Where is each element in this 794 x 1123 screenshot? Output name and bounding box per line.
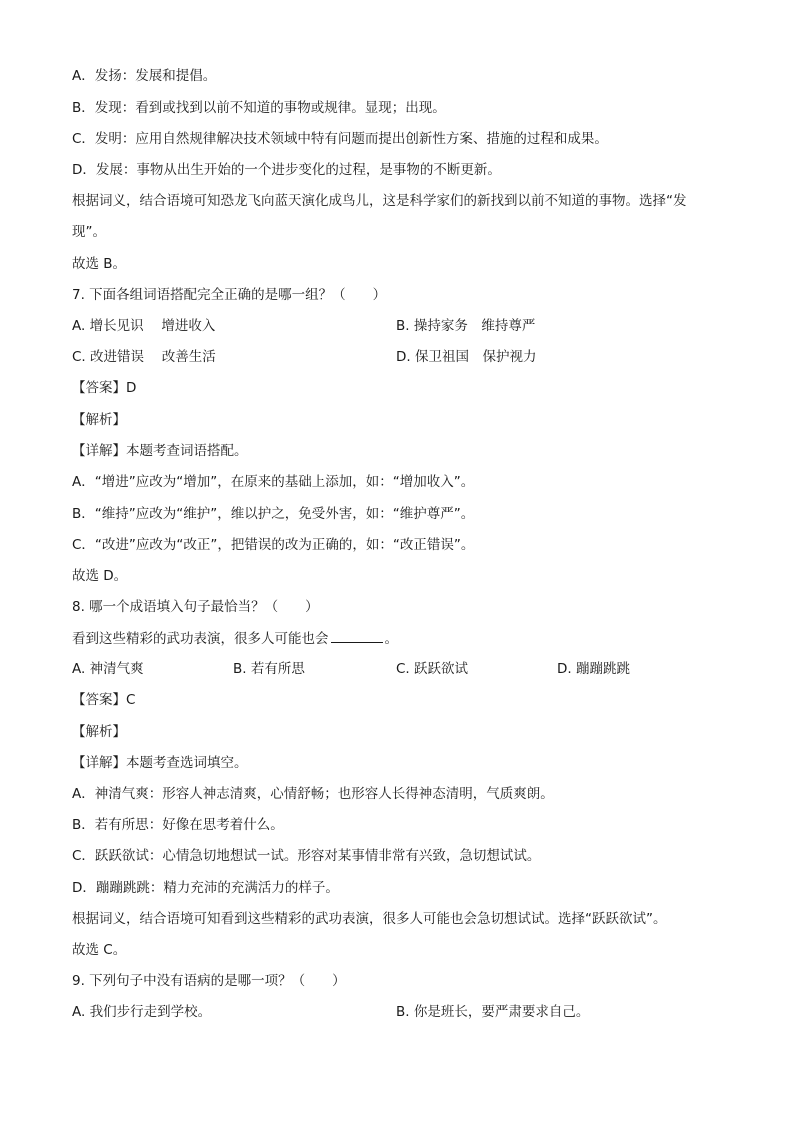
option-8b: B. 若有所思 (233, 661, 305, 677)
explanation-line: B．若有所思：好像在思考着什么。 (72, 817, 284, 833)
conclusion-line: 故选 D。 (72, 568, 128, 584)
explanation-line: C．发明：应用自然规律解决技术领域中特有问题而提出创新性方案、措施的过程和成果。 (72, 131, 608, 147)
sentence-end: 。 (384, 631, 398, 647)
explanation-line: 根据词义，结合语境可知看到这些精彩的武功表演，很多人可能也会急切想试试。选择“跃跃欲试”。 (72, 911, 667, 927)
option-7b: B. 操持家务 维持尊严 (396, 318, 536, 334)
option-9b: B. 你是班长，要严肃要求自己。 (396, 1004, 590, 1020)
option-8d: D. 蹦蹦跳跳 (557, 661, 630, 677)
explanation-line: C．跃跃欲试：心情急切地想试一试。形容对某事情非常有兴致，急切想试试。 (72, 848, 541, 864)
conclusion-line: 故选 B。 (72, 256, 127, 272)
analysis-label-8: 【解析】 (72, 724, 126, 740)
explanation-line: B．发现：看到或找到以前不知道的事物或规律。显现；出现。 (72, 100, 446, 116)
explanation-line: 根据词义，结合语境可知恐龙飞向蓝天演化成鸟儿，这是科学家们的新找到以前不知道的事物。选择“发 (72, 193, 687, 209)
answer-label: 【答案】 (72, 380, 126, 396)
explanation-line: D．发展：事物从出生开始的一个进步变化的过程，是事物的不断更新。 (72, 162, 501, 178)
explanation-line: 现”。 (72, 224, 106, 240)
explanation-line: A．神清气爽：形容人神志清爽，心情舒畅；也形容人长得神态清明，气质爽朗。 (72, 786, 554, 802)
question-7: 7. 下面各组词语搭配完全正确的是哪一组？（ ） (72, 287, 387, 303)
explanation-line: C．“改进”应改为“改正”，把错误的改为正确的，如：“改正错误”。 (72, 537, 475, 553)
question-8-sentence (72, 628, 734, 649)
question-8: 8. 哪一个成语填入句子最恰当？（ ） (72, 599, 319, 615)
detail-8: 【详解】本题考查选词填空。 (72, 755, 248, 771)
sentence-text: 看到这些精彩的武功表演，很多人可能也会 (72, 631, 329, 647)
answer-8 (72, 690, 734, 710)
detail-7: 【详解】本题考查词语搭配。 (72, 443, 248, 459)
option-8c: C. 跃跃欲试 (396, 661, 469, 677)
answer-value: D (126, 380, 137, 396)
answer-value: C (126, 692, 136, 708)
explanation-line: D．蹦蹦跳跳：精力充沛的充满活力的样子。 (72, 880, 339, 896)
option-8a: A. 神清气爽 (72, 661, 144, 677)
analysis-label-7: 【解析】 (72, 412, 126, 428)
option-9a: A. 我们步行走到学校。 (72, 1004, 212, 1020)
explanation-line: A．发扬：发展和提倡。 (72, 68, 217, 84)
option-7c: C. 改进错误 改善生活 (72, 349, 216, 365)
conclusion-line: 故选 C。 (72, 942, 127, 958)
fill-blank (331, 628, 383, 643)
answer-7 (72, 378, 734, 398)
option-7d: D. 保卫祖国 保护视力 (396, 349, 537, 365)
explanation-line: A．“增进”应改为“增加”，在原来的基础上添加，如：“增加收入”。 (72, 474, 475, 490)
explanation-line: B．“维持”应改为“维护”，维以护之，免受外害，如：“维护尊严”。 (72, 506, 475, 522)
option-7a: A. 增长见识 增进收入 (72, 318, 216, 334)
question-9: 9. 下列句子中没有语病的是哪一项？（ ） (72, 973, 346, 989)
answer-label: 【答案】 (72, 692, 126, 708)
